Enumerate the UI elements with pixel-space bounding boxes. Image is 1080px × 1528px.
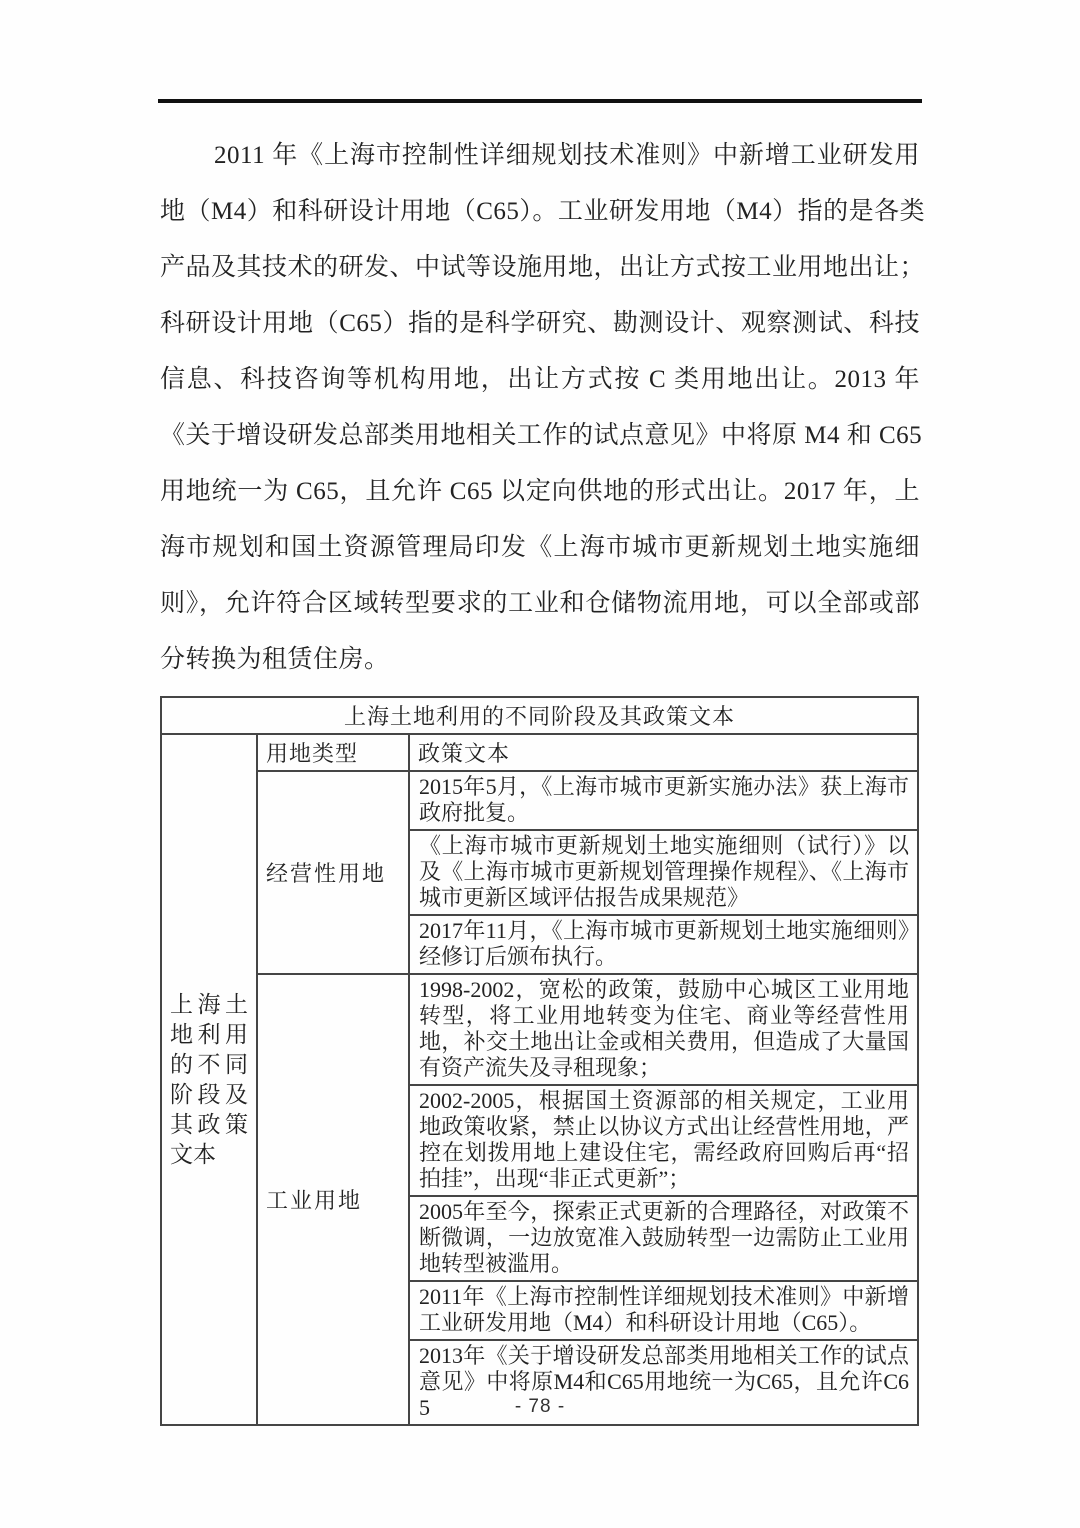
stage-rowheader-cell (161, 734, 257, 1425)
page-number: - 78 - (514, 1396, 566, 1417)
page-content (160, 128, 926, 1426)
paragraph-line: 分转换为租赁住房。 (160, 646, 390, 673)
stage-rowheader-text: 上海土地利用的不同阶段及其政策文本 (170, 991, 248, 1167)
policy-cell: 2002-2005，根据国土资源部的相关规定，工业用地政策收紧，禁止以协议方式出让经营性用地，严控在划拨用地上建设住宅，需经政府回购后再“招拍挂”，出现“非正式更新”； (409, 1085, 918, 1196)
land-type-cell-commercial: 经营性用地 (257, 771, 409, 974)
paragraph-line: 信息、科技咨询等机构用地，出让方式按 C 类用地出让。2013 年 (160, 366, 920, 393)
paragraph-line: 产品及其技术的研发、中试等设施用地，出让方式按工业用地出让； (160, 254, 926, 281)
paragraph-line: 《关于增设研发总部类用地相关工作的试点意见》中将原 M4 和 C65 (160, 422, 923, 449)
table-title: 上海土地利用的不同阶段及其政策文本 (161, 697, 918, 734)
policy-cell: 2011年《上海市控制性详细规划技术准则》中新增工业研发用地（M4）和科研设计用地（C65）。 (409, 1281, 918, 1340)
paragraph-line: 海市规划和国土资源管理局印发《上海市城市更新规划土地实施细 (160, 534, 920, 561)
paragraph-line: 用地统一为 C65，且允许 C65 以定向供地的形式出让。2017 年，上 (160, 478, 920, 505)
body-paragraph (160, 128, 926, 688)
policy-cell: 《上海市城市更新规划土地实施细则（试行）》以及《上海市城市更新规划管理操作规程》、《上海市城市更新区域评估报告成果规范》 (409, 830, 918, 915)
column-header-policy-text: 政策文本 (409, 734, 918, 771)
policy-cell: 2005年至今，探索正式更新的合理路径，对政策不断微调，一边放宽准入鼓励转型一边需防止工业用地转型被滥用。 (409, 1196, 918, 1281)
table-header-row (161, 734, 918, 771)
table-title-row (161, 697, 918, 734)
policy-cell: 2013年《关于增设研发总部类用地相关工作的试点意见》中将原M4和C65用地统一为C65，且允许C65 (409, 1340, 918, 1425)
policy-table (160, 696, 919, 1426)
policy-cell: 2017年11月，《上海市城市更新规划土地实施细则》经修订后颁布执行。 (409, 915, 918, 974)
table-row (161, 974, 918, 1085)
paragraph-line: 则》，允许符合区域转型要求的工业和仓储物流用地，可以全部或部 (160, 590, 920, 617)
paragraph-line: 科研设计用地（C65）指的是科学研究、勘测设计、观察测试、科技 (160, 310, 920, 337)
paragraph-line: 2011 年《上海市控制性详细规划技术准则》中新增工业研发用 (214, 142, 920, 169)
paragraph-line: 地（M4）和科研设计用地（C65）。工业研发用地（M4）指的是各类 (160, 198, 926, 225)
policy-cell: 2015年5月，《上海市城市更新实施办法》获上海市政府批复。 (409, 771, 918, 830)
table-row (161, 771, 918, 830)
header-rule (158, 99, 922, 103)
land-type-cell-industrial: 工业用地 (257, 974, 409, 1425)
column-header-land-type: 用地类型 (257, 734, 409, 771)
policy-cell: 1998-2002，宽松的政策，鼓励中心城区工业用地转型，将工业用地转变为住宅、商业等经营性用地，补交土地出让金或相关费用，但造成了大量国有资产流失及寻租现象； (409, 974, 918, 1085)
